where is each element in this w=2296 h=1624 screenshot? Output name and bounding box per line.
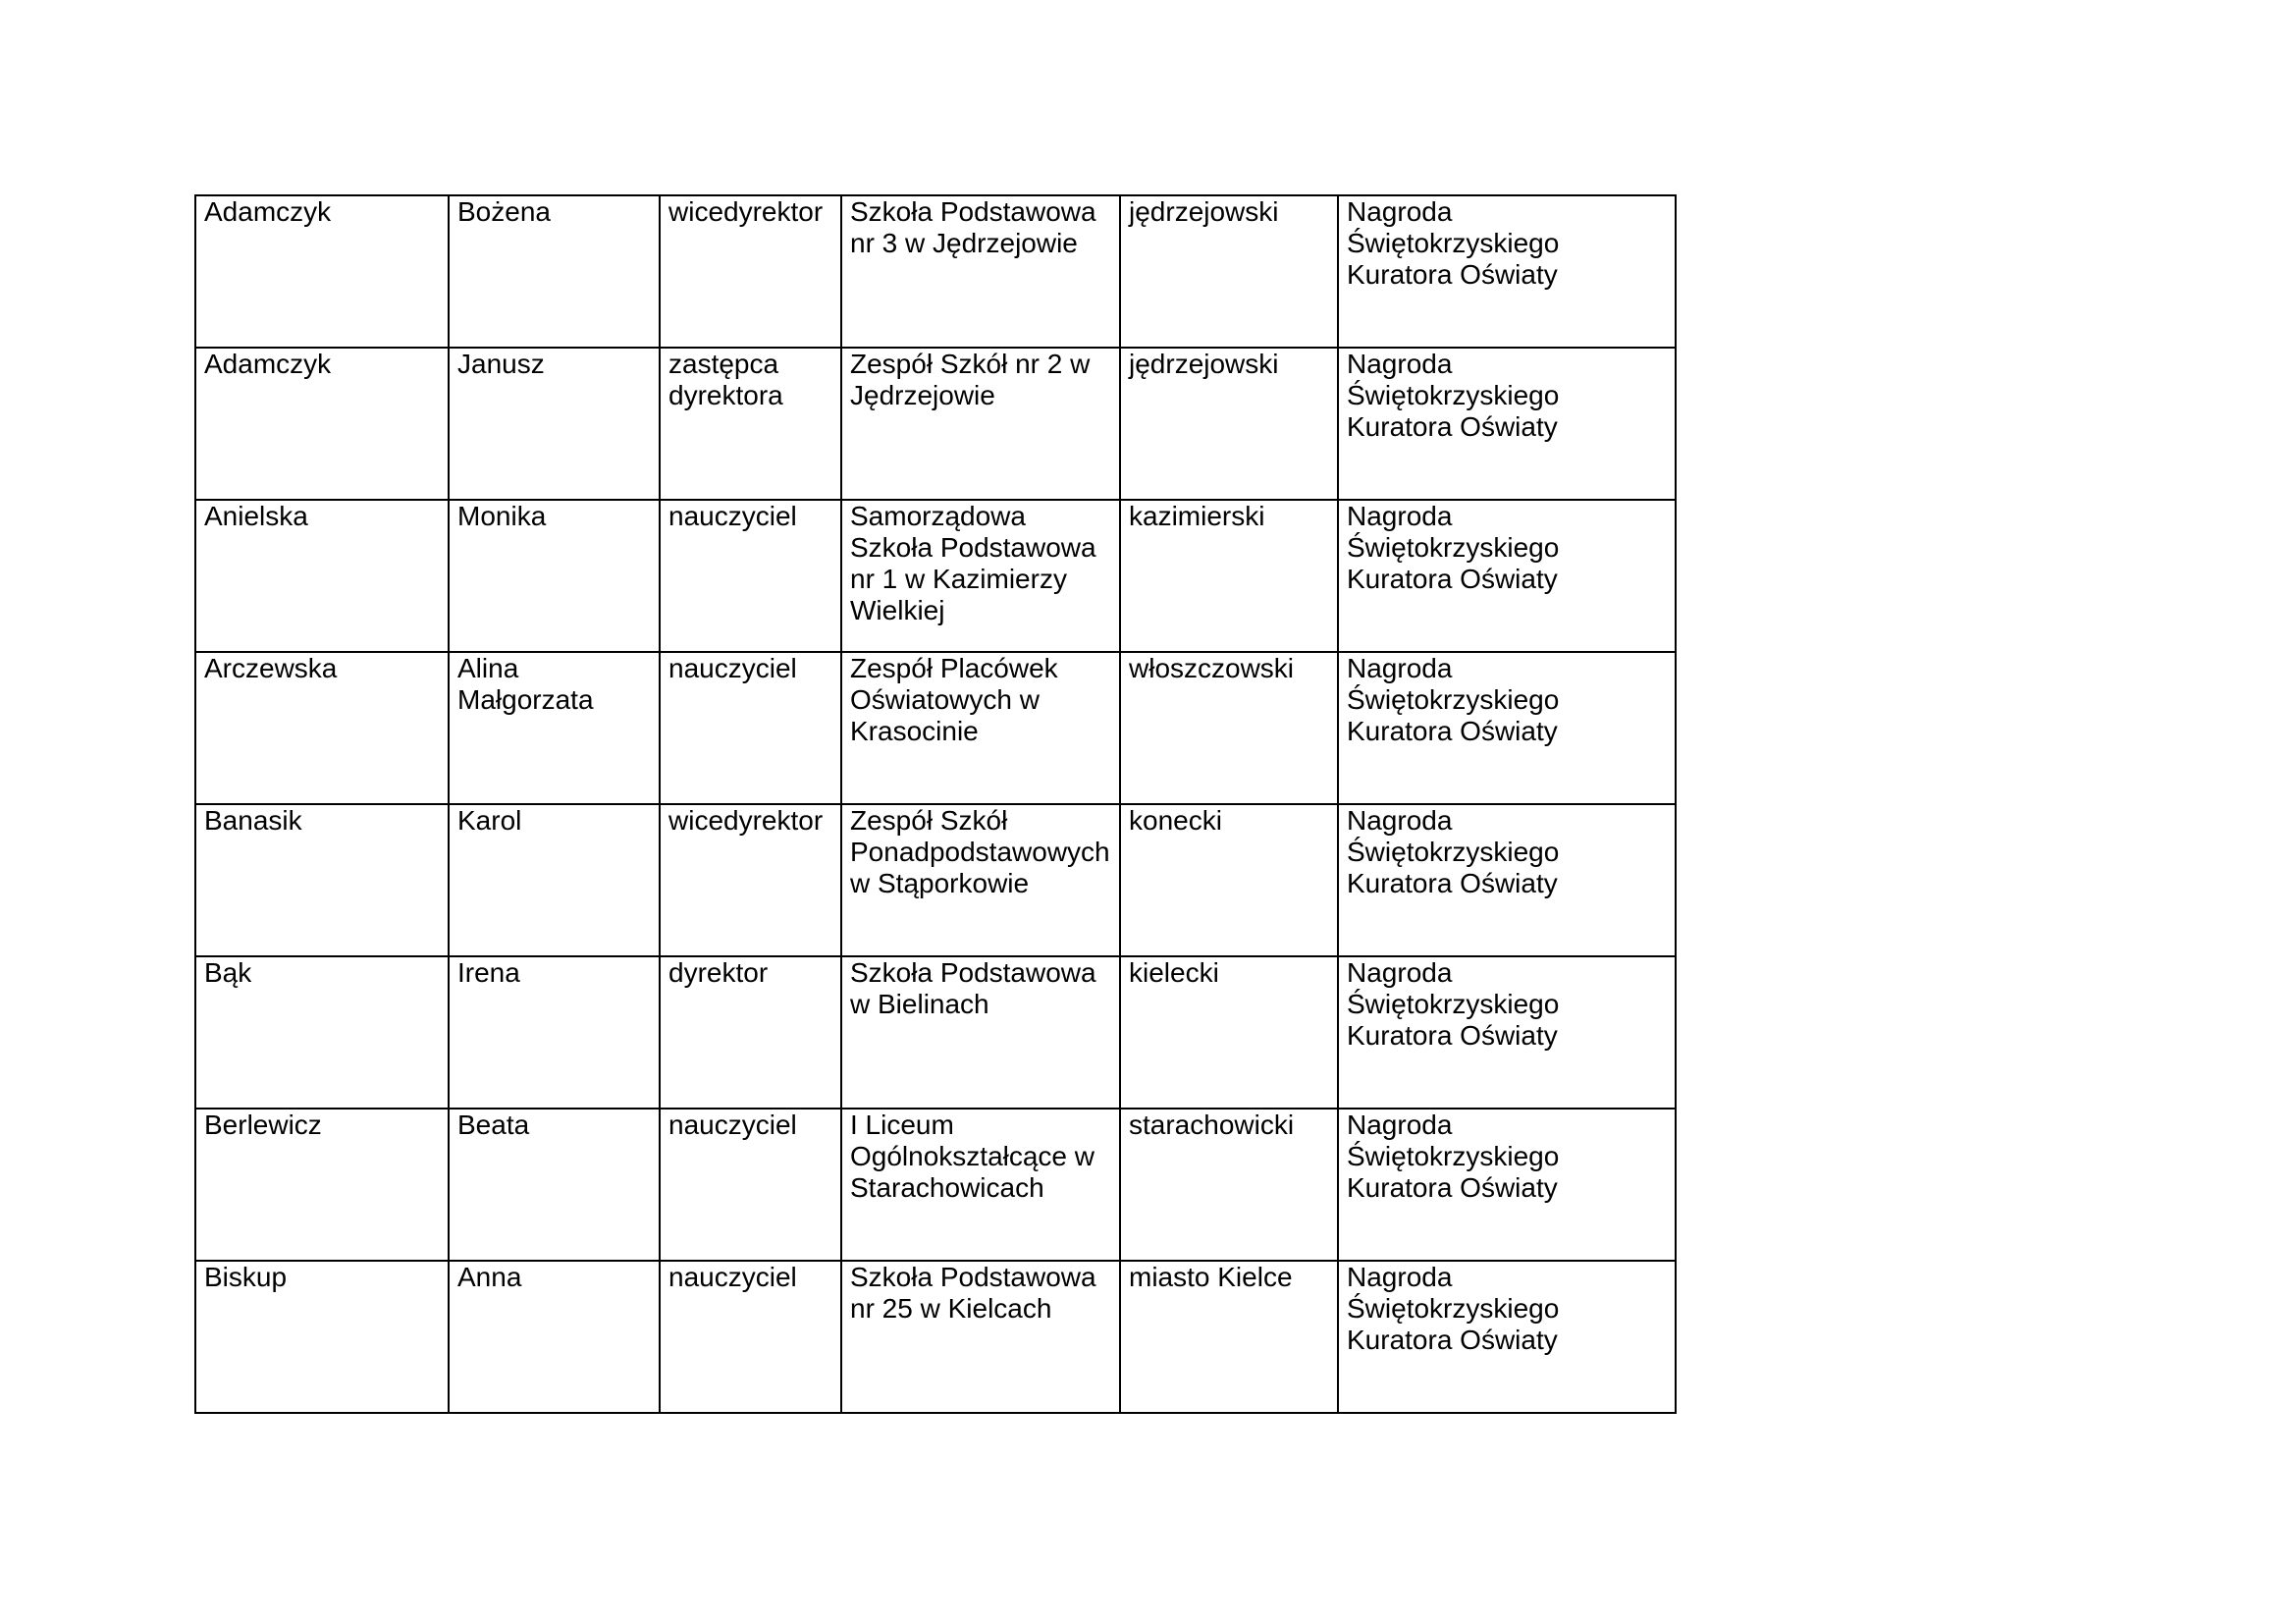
position-cell: wicedyrektor — [660, 195, 841, 348]
position-cell: nauczyciel — [660, 1109, 841, 1261]
district-cell: jędrzejowski — [1120, 348, 1338, 500]
award-cell: Nagroda Świętokrzyskiego Kuratora Oświaty — [1338, 956, 1676, 1109]
surname-cell: Banasik — [195, 804, 449, 956]
district-cell: konecki — [1120, 804, 1338, 956]
table-row — [195, 500, 1676, 652]
award-cell: Nagroda Świętokrzyskiego Kuratora Oświaty — [1338, 652, 1676, 804]
school-cell: Szkoła Podstawowa nr 3 w Jędrzejowie — [841, 195, 1120, 348]
table-row — [195, 804, 1676, 956]
school-cell: Zespół Placówek Oświatowych w Krasocinie — [841, 652, 1120, 804]
surname-cell: Adamczyk — [195, 348, 449, 500]
award-cell: Nagroda Świętokrzyskiego Kuratora Oświaty — [1338, 804, 1676, 956]
position-cell: nauczyciel — [660, 1261, 841, 1413]
first-name-cell: Janusz — [449, 348, 660, 500]
position-cell: nauczyciel — [660, 652, 841, 804]
district-cell: kielecki — [1120, 956, 1338, 1109]
award-cell: Nagroda Świętokrzyskiego Kuratora Oświaty — [1338, 1109, 1676, 1261]
table-row — [195, 1109, 1676, 1261]
first-name-cell: Bożena — [449, 195, 660, 348]
school-cell: Zespół Szkół nr 2 w Jędrzejowie — [841, 348, 1120, 500]
surname-cell: Arczewska — [195, 652, 449, 804]
surname-cell: Biskup — [195, 1261, 449, 1413]
first-name-cell: Alina Małgorzata — [449, 652, 660, 804]
table-row — [195, 652, 1676, 804]
district-cell: miasto Kielce — [1120, 1261, 1338, 1413]
first-name-cell: Monika — [449, 500, 660, 652]
district-cell: starachowicki — [1120, 1109, 1338, 1261]
award-cell: Nagroda Świętokrzyskiego Kuratora Oświaty — [1338, 1261, 1676, 1413]
position-cell: dyrektor — [660, 956, 841, 1109]
school-cell: Samorządowa Szkoła Podstawowa nr 1 w Kazimierzy Wielkiej — [841, 500, 1120, 652]
district-cell: kazimierski — [1120, 500, 1338, 652]
school-cell: Szkoła Podstawowa w Bielinach — [841, 956, 1120, 1109]
position-cell: zastępca dyrektora — [660, 348, 841, 500]
first-name-cell: Anna — [449, 1261, 660, 1413]
surname-cell: Berlewicz — [195, 1109, 449, 1261]
table-row — [195, 348, 1676, 500]
position-cell: wicedyrektor — [660, 804, 841, 956]
district-cell: jędrzejowski — [1120, 195, 1338, 348]
surname-cell: Anielska — [195, 500, 449, 652]
table-row — [195, 956, 1676, 1109]
school-cell: I Liceum Ogólnokształcące w Starachowicach — [841, 1109, 1120, 1261]
district-cell: włoszczowski — [1120, 652, 1338, 804]
first-name-cell: Irena — [449, 956, 660, 1109]
school-cell: Zespół Szkół Ponadpodstawowych w Stąporkowie — [841, 804, 1120, 956]
surname-cell: Adamczyk — [195, 195, 449, 348]
surname-cell: Bąk — [195, 956, 449, 1109]
table-row — [195, 1261, 1676, 1413]
awards-table — [194, 194, 1677, 1414]
award-cell: Nagroda Świętokrzyskiego Kuratora Oświaty — [1338, 500, 1676, 652]
award-cell: Nagroda Świętokrzyskiego Kuratora Oświaty — [1338, 348, 1676, 500]
position-cell: nauczyciel — [660, 500, 841, 652]
school-cell: Szkoła Podstawowa nr 25 w Kielcach — [841, 1261, 1120, 1413]
first-name-cell: Karol — [449, 804, 660, 956]
table-row — [195, 195, 1676, 348]
first-name-cell: Beata — [449, 1109, 660, 1261]
award-cell: Nagroda Świętokrzyskiego Kuratora Oświaty — [1338, 195, 1676, 348]
